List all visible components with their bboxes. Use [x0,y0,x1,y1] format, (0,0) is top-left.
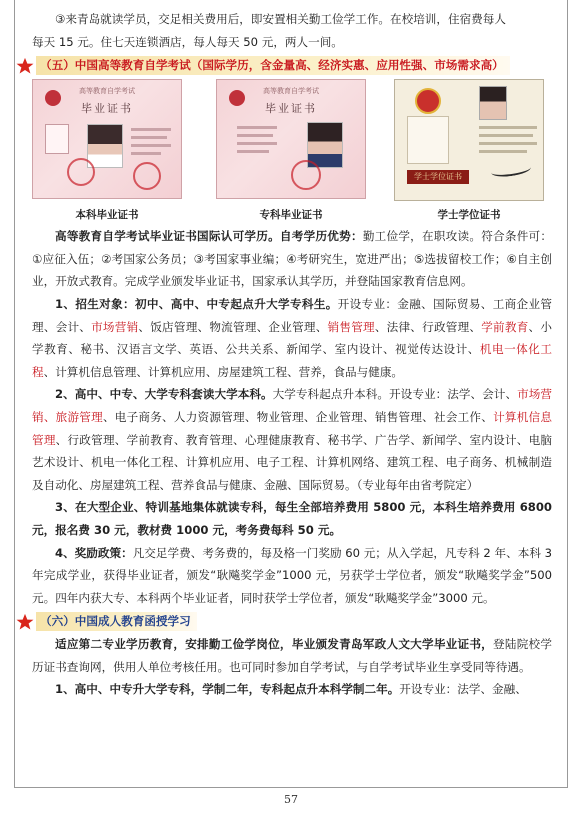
separator: 、 [43,409,56,424]
degree-cover-title: 学士学位证书 [407,170,469,184]
intro-line-2: 每天 15 元。住七天连锁酒店，每人每天 50 元，两人一间。 [32,34,343,49]
item-2-text: 、电子商务、人力资源管理、物业管理、企业管理、销售管理、社会工作、 [102,409,494,424]
item-1-text: 、法律、行政管理、 [374,319,482,334]
bachelor-diploma-caption: 本科毕业证书 [75,209,139,222]
highlight-major: 销售管理 [327,319,375,334]
cert-header: 高等教育自学考试 [79,87,135,96]
page-content [32,8,552,701]
item-4-lead: 4、奖励政策： [55,545,133,560]
star-icon [16,57,34,75]
cert-title: 毕业证书 [265,102,317,116]
section6-intro-text: 登陆院校学历证书查询网，供用人单位考核任用。也可同时参加自学考试，与自学考试毕业生享受同等待遇。 [32,637,552,674]
star-icon [16,613,34,631]
item-1-text: 、饭店管理、物流管理、企业管理、 [138,319,328,334]
page-number: 57 [284,793,298,806]
cert-title: 毕业证书 [81,102,133,116]
bachelor-degree-image [394,79,544,201]
item-1-lead: 1、招生对象：初中、高中、中专起点升大学专科生。 [55,296,338,311]
certificate-images [32,79,552,225]
item-1-text: 开设专业：金融、国际贸易、工商企业管理、会计、 [32,296,552,334]
item-1-text: 、小学教育、秘书、汉语言文学、英语、公共关系、新闻学、室内设计、视觉传达设计、 [32,319,552,357]
seal-icon [133,162,161,190]
associate-diploma-image [216,79,366,199]
section6-item-1 [32,678,552,701]
section5-item-2 [32,383,552,496]
highlight-major: 计算机信息管理 [32,409,552,447]
highlight-major: 市场营销 [32,387,552,424]
section6-item-1-text: 开设专业：法学、金融、 [399,682,527,697]
photo [87,124,123,168]
section5-item-3 [32,496,552,541]
item-2-text: 、行政管理、学前教育、教育管理、心理健康教育、秘书学、广告学、新闻学、室内设计、电脑艺术设计、机电一体化工程、计算机应用、电子工程、计算机网络、建筑工程、电子商务、机械制造及自动化、房屋建筑工程、营养食品与健康、金融、国际贸易。（专业每年由省考院定） [32,432,552,492]
national-emblem-icon [415,88,441,114]
item-1-text: 、计算机信息管理、计算机应用、房屋建筑工程、营养，食品与健康。 [43,364,404,379]
item-3-text: 3、在大型企业、特训基地集体就读专科，每生全部培养费用 5800 元，本科生培养费用 6800 元，报名费 30 元，教材费 1000 元，考务费每科 50 元。 [32,500,552,537]
highlight-major: 机电一体化工程 [32,342,552,379]
cert-header: 高等教育自学考试 [263,87,319,96]
section5-intro [32,225,552,293]
section6-heading [32,610,552,633]
section5-item-1 [32,293,552,383]
bachelor-diploma-image [32,79,182,199]
seal-icon [67,158,95,186]
signature-icon [490,161,531,178]
item-2-lead: 2、高中、中专、大学专科套读大学本科。 [55,387,273,402]
highlight-major: 市场营销 [91,319,139,334]
bachelor-degree-caption: 学士学位证书 [437,209,501,222]
section6-intro-bold: 适应第二专业学历教育，安排勤工俭学岗位，毕业颁发青岛军政人文大学毕业证书， [55,637,494,652]
seal-icon [291,160,321,190]
section5-heading-text: （五）中国高等教育自学考试（国际学历，含金量高、经济实惠、应用性强、市场需求高） [36,56,510,75]
intro-line-1: ③来青岛就读学员，交足相关费用后，即安置相关勤工俭学工作。在校培训，住宿费每人 [55,12,506,26]
section5-heading [32,54,552,77]
item-2-text: 大学专科起点升本科。开设专业：法学、会计、 [272,387,518,402]
associate-diploma-caption: 专科毕业证书 [259,209,323,222]
section6-heading-text: （六）中国成人教育函授学习 [36,612,197,631]
section5-item-4 [32,542,552,610]
photo [479,86,507,120]
section5-intro-text: 勤工俭学，在职攻读。符合条件可：①应征入伍；②考国家公务员；③考国家事业编；④考研究生，宽进严出；⑤选拔留校工作；⑥自主创业，开放式教育。完成学业颁发毕业证书，国家承认其学历，并登陆国家教育信息网。 [32,229,552,289]
section5-intro-bold: 高等教育自学考试毕业证书国际认可学历。自考学历优势： [55,229,363,244]
highlight-major: 旅游管理 [55,409,103,424]
item-4-text: 凡交足学费、考务费的，每及格一门奖励 60 元；从入学起，凡专科 2 年、本科 3 年完成学业，获得毕业证者，颁发“耿飚奖学金”1000 元，另获学士学位者，颁发“耿飚奖学金”500 元。四年内获大专、本科两个毕业证者，同时获学士学位者，颁发“耿飚奖学金”3000 元。 [32,545,552,605]
highlight-major: 学前教育 [481,319,529,334]
section6-item-1-lead: 1、高中、中专升大学专科，学制二年，专科起点升本科学制二年。 [55,682,400,697]
section6-intro [32,633,552,678]
